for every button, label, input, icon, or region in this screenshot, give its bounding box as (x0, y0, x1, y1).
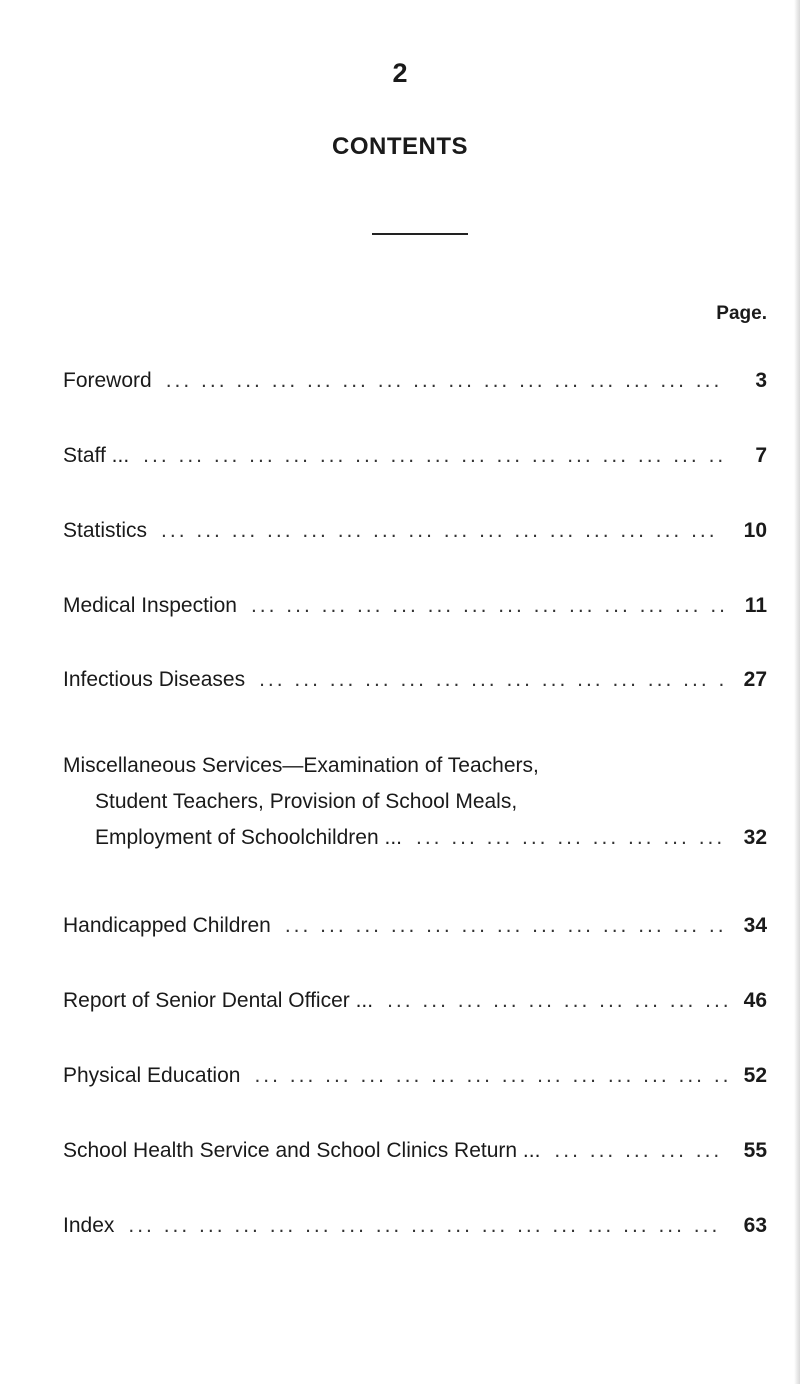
toc-entry-label-continued: Student Teachers, Provision of School Meals, (95, 790, 518, 813)
toc-entry-physical-education (63, 1058, 767, 1094)
toc-entry-label: Infectious Diseases (63, 668, 246, 691)
toc-entry-label: Foreword (63, 369, 152, 392)
toc-entry-label: Handicapped Children (63, 914, 271, 937)
toc-entry-page: 7 (755, 444, 767, 467)
toc-entry-label: School Health Service and School Clinics Return ... (63, 1139, 541, 1162)
toc-entry-page: 32 (743, 826, 767, 849)
toc-entry-index (63, 1208, 767, 1244)
toc-entry-infectious-diseases (63, 662, 767, 698)
toc-entry-page: 63 (743, 1214, 767, 1237)
dot-leader (152, 363, 727, 399)
dot-leader (540, 1133, 727, 1169)
toc-entry-label: Physical Education (63, 1064, 241, 1087)
title-divider (372, 233, 468, 235)
page-number: 2 (392, 58, 408, 88)
dot-leader (240, 1058, 727, 1094)
toc-entry-label: Statistics (63, 519, 148, 542)
toc-entry-staff (63, 438, 767, 474)
toc-entry-foreword (63, 363, 767, 399)
dot-leader (271, 908, 727, 944)
toc-entry-label: Medical Inspection (63, 594, 237, 617)
toc-entry-handicapped-children (63, 908, 767, 944)
toc-entry-school-health-service (63, 1133, 767, 1169)
toc-entry-label: Report of Senior Dental Officer ... (63, 989, 374, 1012)
toc-entry-statistics (63, 513, 767, 549)
toc-entry-label: Miscellaneous Services—Examination of Teachers, (63, 754, 539, 777)
toc-entry-dental-officer-report (63, 983, 767, 1019)
dot-leader (237, 588, 727, 624)
toc-entry-page: 10 (743, 519, 767, 542)
dot-leader (245, 662, 727, 698)
toc-entry-page: 55 (743, 1139, 767, 1162)
toc-entry-page: 52 (743, 1064, 767, 1087)
toc-entry-page: 27 (743, 668, 767, 691)
dot-leader (402, 820, 727, 856)
toc-entry-page: 3 (755, 369, 767, 392)
page-edge-shadow (794, 0, 800, 1384)
toc-entry-label: Index (63, 1214, 115, 1237)
dot-leader (129, 438, 727, 474)
page-title: CONTENTS (332, 133, 468, 160)
toc-entry-miscellaneous-services (63, 748, 767, 856)
toc-entry-medical-inspection (63, 588, 767, 624)
page-column-heading: Page. (716, 303, 767, 324)
dot-leader (114, 1208, 727, 1244)
dot-leader (147, 513, 727, 549)
toc-entry-label: Staff ... (63, 444, 130, 467)
toc-entry-page: 11 (744, 594, 767, 617)
toc-entry-page: 34 (743, 914, 767, 937)
dot-leader (373, 983, 727, 1019)
toc-entry-page: 46 (743, 989, 767, 1012)
toc-entry-label-continued: Employment of Schoolchildren ... (95, 826, 402, 849)
